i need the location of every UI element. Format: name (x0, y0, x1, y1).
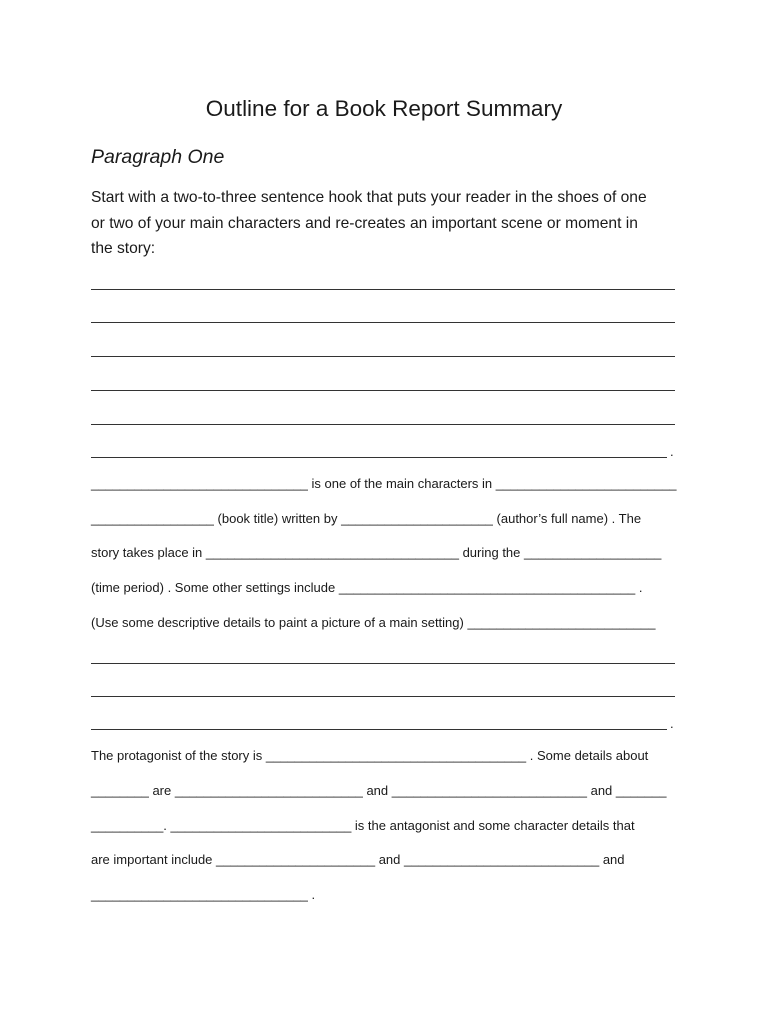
hook-blank-line[interactable] (91, 322, 675, 323)
blank-main-character[interactable]: ______________________________ (91, 476, 308, 491)
page-title: Outline for a Book Report Summary (205, 96, 563, 121)
line-end-period: . (670, 716, 674, 731)
line-end-period: . (670, 444, 674, 459)
fill-line-antagonist (91, 816, 681, 836)
blank-antagonist-detail[interactable]: ___________________________ (404, 852, 600, 867)
fill-text: and (586, 783, 616, 798)
blank-setting-details[interactable]: __________________________ (467, 615, 656, 630)
blank-detail[interactable]: __________________________ (174, 783, 363, 798)
blank-antagonist-detail[interactable]: ______________________ (216, 852, 376, 867)
blank-detail[interactable]: ___________________________ (391, 783, 587, 798)
fill-text: is one of the main characters in (307, 476, 496, 491)
blank-time[interactable]: ___________________ (524, 545, 662, 560)
hook-blank-line[interactable] (91, 289, 675, 290)
section-heading: Paragraph One (91, 146, 225, 168)
hook-blank-line[interactable] (91, 424, 675, 425)
setting-blank-line[interactable] (91, 696, 675, 697)
fill-text: . (307, 887, 316, 902)
fill-line-details (91, 781, 681, 801)
hook-blank-line[interactable] (91, 390, 675, 391)
fill-text: (author’s full name) . The (492, 511, 642, 526)
fill-text: (time period) . Some other settings include (91, 580, 339, 595)
fill-text: story takes place in (91, 545, 206, 560)
blank-author[interactable]: _____________________ (341, 511, 493, 526)
fill-line-final (91, 885, 681, 905)
fill-text: . Some details about (526, 748, 649, 763)
fill-text: and (362, 783, 392, 798)
fill-text: and (375, 852, 404, 867)
hook-blank-line[interactable] (91, 356, 675, 357)
intro-paragraph (91, 185, 691, 262)
fill-text: is the antagonist and some character details that (351, 818, 635, 833)
blank-place[interactable]: ___________________________________ (205, 545, 459, 560)
intro-line: the story: (91, 240, 156, 257)
blank-book-title[interactable]: _________________ (91, 511, 214, 526)
blank-book[interactable]: _________________________ (495, 476, 677, 491)
blank-antagonist[interactable]: _________________________ (170, 818, 352, 833)
blank-detail[interactable]: _______ (615, 783, 667, 798)
blank-other-settings[interactable]: _________________________________________ (338, 580, 636, 595)
fill-text: during the (458, 545, 524, 560)
fill-line-protagonist (91, 746, 681, 766)
fill-line-setting (91, 543, 681, 563)
hook-blank-line[interactable] (91, 457, 667, 458)
fill-text: are important include (91, 852, 217, 867)
fill-text: and (599, 852, 625, 867)
fill-text: (Use some descriptive details to paint a picture of a main setting) (91, 615, 468, 630)
blank-detail[interactable]: __________. (91, 818, 167, 833)
fill-line-main-character (91, 474, 681, 494)
fill-line-book-title (91, 509, 681, 529)
blank-protagonist[interactable]: ____________________________________ (265, 748, 527, 763)
fill-text: (book title) written by (213, 511, 342, 526)
fill-text: . (635, 580, 643, 595)
blank-antagonist-detail[interactable]: ______________________________ (91, 887, 308, 902)
fill-line-other-settings (91, 578, 681, 598)
fill-text: The protagonist of the story is (91, 748, 266, 763)
intro-line: or two of your main characters and re-creates an important scene or moment in (91, 214, 638, 232)
blank-detail-subject[interactable]: ________ (91, 783, 149, 798)
setting-blank-line[interactable] (91, 729, 667, 730)
fill-line-descriptive (91, 613, 681, 633)
intro-line: Start with a two-to-three sentence hook that puts your reader in the shoes of one (91, 189, 647, 206)
fill-line-antagonist-details (91, 850, 681, 870)
fill-text: are (148, 783, 175, 798)
setting-blank-line[interactable] (91, 663, 675, 664)
